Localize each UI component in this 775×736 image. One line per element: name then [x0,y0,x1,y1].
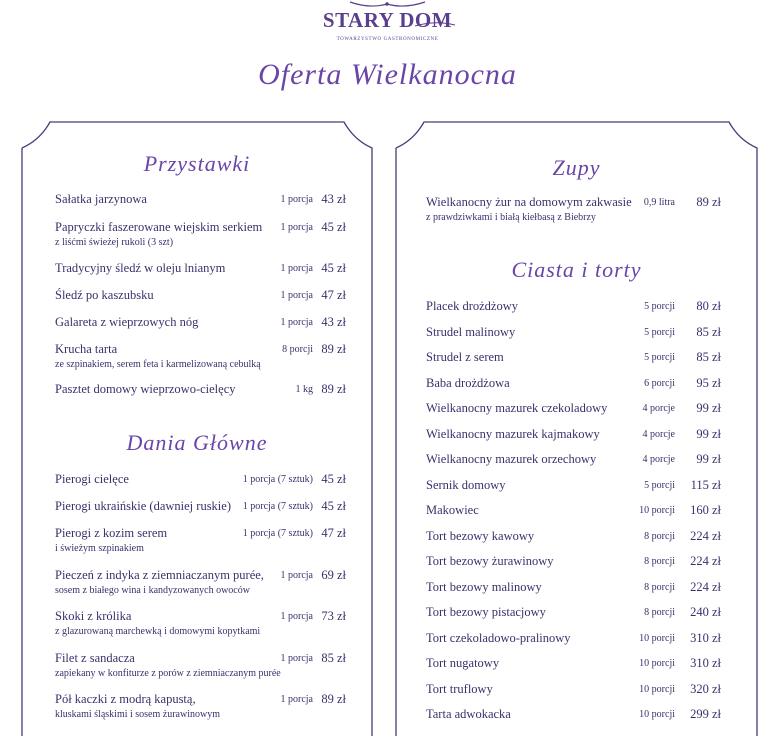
menu-item-name: Pieczeń z indyka z ziemniaczanym purée, [55,568,264,582]
menu-item-portion: 1 porcja [280,263,313,274]
menu-item-price: 73 zł [321,609,346,623]
menu-item-name: Tarta adwokacka [426,707,511,721]
menu-item-description: z glazurowaną marchewką i domowymi kopytkami [55,626,261,637]
menu-item-name: Papryczki faszerowane wiejskim serkiem [55,220,263,234]
menu-item-name: Filet z sandacza [55,651,135,665]
menu-item [426,376,510,391]
menu-item-name: Tort bezowy kawowy [426,528,535,543]
menu-item-name: Galareta z wieprzowych nóg [55,315,199,329]
menu-item-portion: 1 kg [295,384,313,395]
menu-item-price: 99 zł [696,452,721,466]
menu-item-price: 89 zł [321,382,346,396]
menu-item [55,261,225,276]
brand-ornament-icon [340,0,435,8]
menu-item-portion: 8 porcji [282,344,313,355]
menu-item-price: 45 zł [321,220,346,234]
menu-item-price: 45 zł [321,472,346,486]
menu-item [426,401,607,416]
menu-item-portion: 10 porcji [639,709,675,720]
menu-item-name: Pół kaczki z modrą kapustą, [55,692,196,706]
menu-item-name: Tort czekoladowo-pralinowy [426,630,571,645]
menu-item-name: Tort bezowy pistacjowy [426,605,546,619]
menu-item-description: i świeżym szpinakiem [55,543,144,554]
menu-item-portion: 8 porcji [644,581,675,593]
menu-item-name: Sałatka jarzynowa [55,192,147,206]
menu-item [55,692,220,720]
menu-item [55,315,198,330]
left-frame [22,122,372,736]
menu-item-portion: 1 porcja (7 sztuk) [242,501,313,512]
menu-item-name: Wielkanocny mazurek kajmakowy [426,426,600,441]
menu-item-description: zapiekany w konfiturze z porów z ziemniaczanym purée [55,668,281,679]
menu-item-name: Pierogi cielęce [55,472,129,486]
menu-item [55,568,264,596]
menu-item-portion: 5 porcji [644,479,675,491]
menu-item-name: Tort nugatowy [426,656,500,670]
menu-item-price: 45 zł [321,261,346,275]
menu-item-name: Tort truflowy [426,681,493,696]
brand-name: STARY DOM [322,8,453,32]
menu-item-name: Placek drożdżowy [426,299,518,313]
menu-item-portion: 8 porcji [644,530,675,542]
menu-item-portion: 10 porcji [639,505,675,516]
menu-item-price: 80 zł [696,299,721,313]
menu-item-portion: 1 porcja [280,194,313,205]
menu-item-name: Tort bezowy żurawinowy [426,554,554,568]
menu-item [55,472,129,487]
menu-item-name: Tradycyjny śledź w oleju lnianym [55,261,226,275]
menu-item-portion: 8 porcji [644,607,675,618]
menu-item-description: z prawdziwkami i białą kiełbasą z Biebrzy [426,212,596,223]
menu-item-price: 43 zł [321,192,346,206]
menu-item [426,682,493,697]
menu-item [55,288,154,303]
menu-item-price: 224 zł [690,554,721,568]
menu-item-price: 240 zł [690,605,721,619]
menu-item [426,503,479,518]
section-title-dania-glowne: Dania Główne [126,430,268,455]
menu-item [426,350,504,365]
section-title-przystawki: Przystawki [143,151,251,176]
menu-item-portion: 10 porcji [639,683,675,695]
menu-item-name: Skoki z królika [55,609,132,623]
menu-item-name: Sernik domowy [426,477,506,492]
menu-item-name: Makowiec [426,503,479,517]
menu-item-portion: 4 porcje [642,428,675,440]
menu-item-portion: 10 porcji [639,658,675,669]
menu-item-description: kluskami śląskimi i sosem żurawinowym [55,709,220,720]
menu-item [55,382,236,397]
menu-item [55,609,260,637]
menu-item-portion: 5 porcji [644,352,675,363]
menu-item-portion: 10 porcji [639,632,675,644]
menu-item-price: 47 zł [321,288,346,302]
menu-item-price: 299 zł [690,707,721,721]
menu-item [55,499,231,514]
menu-item [55,220,262,248]
menu-item-price: 95 zł [696,375,721,390]
menu-item [426,195,632,223]
menu-item-portion: 1 porcja [280,570,313,581]
menu-item-description: sosem z białego wina i kandyzowanych owoców [55,585,250,596]
menu-item-portion: 8 porcji [644,556,675,567]
menu-item-name: Wielkanocny mazurek orzechowy [426,452,597,466]
menu-item-name: Baba drożdżowa [426,375,510,390]
menu-item [55,651,281,679]
menu-item-price: 43 zł [321,315,346,329]
menu-item [426,325,515,340]
menu-item-description: ze szpinakiem, serem feta i karmelizowaną cebulką [55,359,261,370]
menu-item-name: Wielkanocny mazurek czekoladowy [426,401,608,415]
section-title-zupy: Zupy [552,155,601,180]
menu-item-name: Strudel z serem [426,350,504,364]
menu-item-price: 89 zł [321,692,346,706]
brand-subtitle: TOWARZYSTWO GASTRONOMICZNE [336,37,439,42]
section-title-ciasta-i-torty: Ciasta i torty [511,257,642,282]
menu-item-price: 160 zł [690,503,721,517]
menu-item-price: 224 zł [690,579,721,594]
menu-item [426,427,600,442]
menu-item-price: 115 zł [690,477,721,492]
menu-item [426,299,518,314]
menu-item-price: 89 zł [321,342,346,356]
menu-item [55,526,167,554]
menu-item-description: z liśćmi świeżej rukoli (3 szt) [55,237,174,248]
menu-item-price: 85 zł [696,350,721,364]
brand-header [0,0,775,48]
menu-item-portion: 1 porcja (7 sztuk) [242,528,313,539]
menu-item-name: Wielkanocny żur na domowym zakwasie [426,195,632,209]
menu-item-price: 310 zł [690,656,721,670]
menu-item-portion: 4 porcje [642,454,675,465]
menu-item-price: 224 zł [690,528,721,543]
menu-item [426,452,596,467]
menu-item-portion: 5 porcji [644,326,675,338]
menu-item [426,605,546,620]
brand-swash-icon [415,20,455,30]
menu-item-portion: 0,9 litra [643,197,675,208]
menu-item-name: Pierogi z kozim serem [55,526,168,540]
menu-item-portion: 1 porcja [280,290,313,301]
menu-item-price: 89 zł [696,195,721,209]
menu-item-portion: 4 porcje [642,403,675,414]
page-title: Oferta Wielkanocna [258,58,517,91]
menu-item-portion: 1 porcja [280,611,313,622]
menu-item-name: Śledź po kaszubsku [55,288,154,302]
menu-item [55,342,261,370]
menu-item-name: Pierogi ukraińskie (dawniej ruskie) [55,499,231,513]
menu-item-price: 45 zł [321,499,346,513]
menu-item [426,580,542,595]
menu-item [55,192,147,207]
menu-item-price: 310 zł [690,630,721,645]
menu-item-price: 99 zł [696,401,721,415]
menu-item-name: Pasztet domowy wieprzowo-cielęcy [55,382,236,396]
menu-item-price: 85 zł [696,324,721,339]
menu-item [426,707,511,722]
menu-item-price: 47 zł [321,526,346,540]
menu-item [426,554,554,569]
menu-item-price: 85 zł [321,651,346,665]
menu-item-portion: 1 porcja [280,317,313,328]
menu-item-portion: 5 porcji [644,301,675,312]
menu-item-portion: 1 porcja (7 sztuk) [242,474,313,485]
menu-item [426,478,506,493]
menu-item-name: Krucha tarta [55,342,118,356]
menu-item [426,529,534,544]
menu-item-name: Tort bezowy malinowy [426,579,542,594]
menu-item-portion: 1 porcja [280,653,313,664]
menu-item-price: 99 zł [696,426,721,441]
menu-item-price: 69 zł [321,568,346,582]
menu-item-portion: 1 porcja [280,694,313,705]
menu-item-name: Strudel malinowy [426,324,516,339]
menu-item [426,656,499,671]
menu-item-price: 320 zł [690,681,721,696]
menu-item-portion: 1 porcja [280,222,313,233]
menu-item-portion: 6 porcji [644,377,675,389]
menu-item [426,631,571,646]
